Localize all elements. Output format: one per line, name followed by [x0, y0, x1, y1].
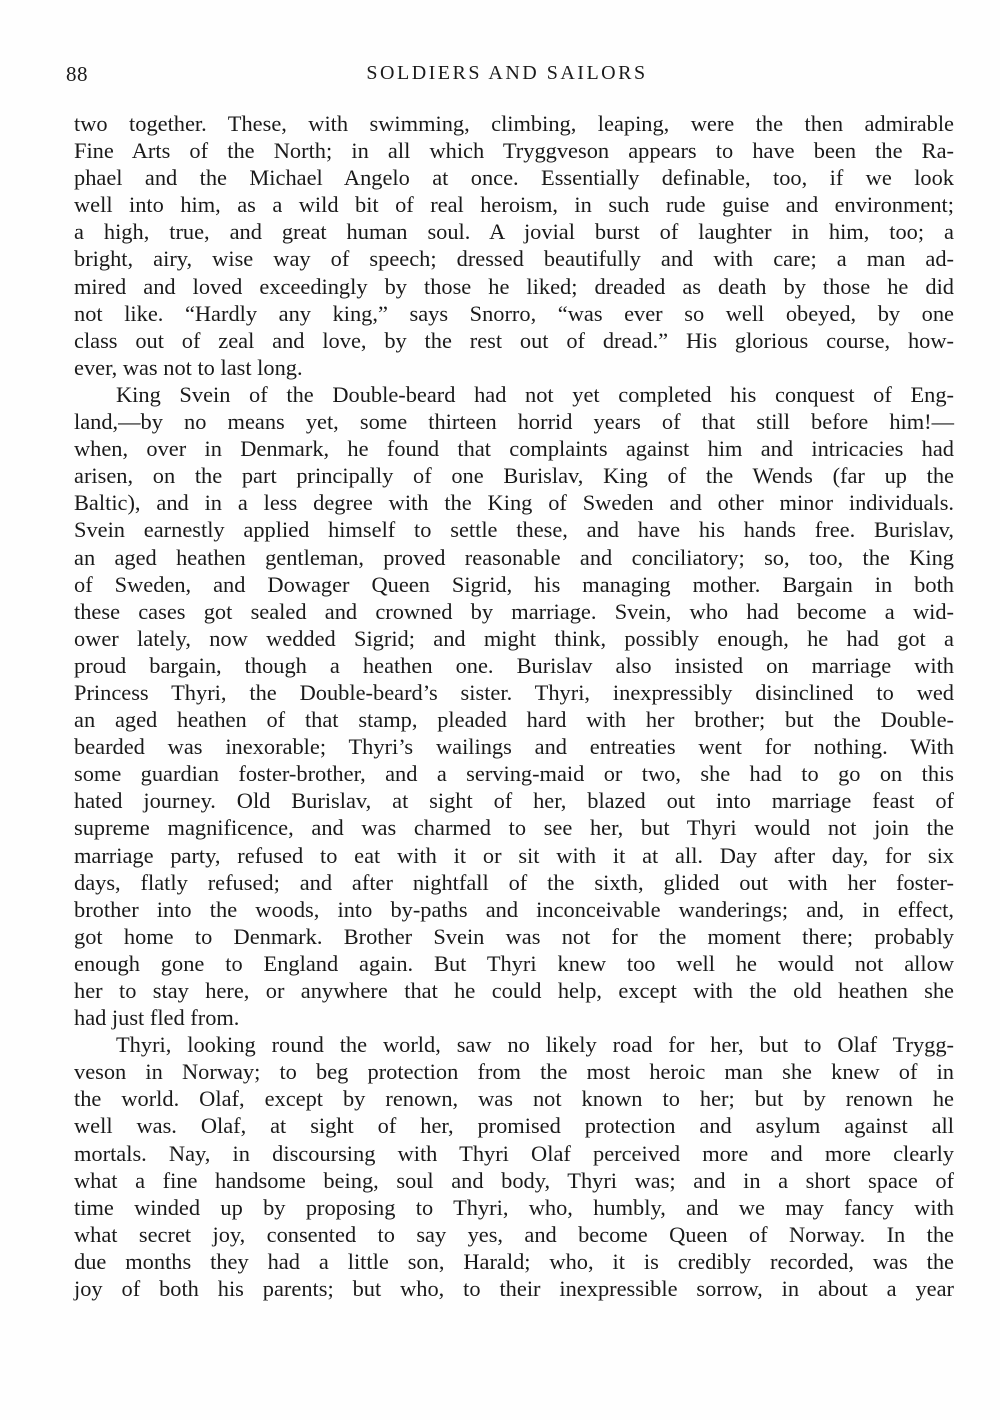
- text-line: King Svein of the Double-beard had not yet completed his conquest of Eng-: [116, 381, 954, 407]
- text-line: hated journey. Old Burislav, at sight of her, blazed out into marriage feast of: [74, 788, 954, 814]
- text-line: bright, airy, wise way of speech; dressed beautifully and with care; a man ad-: [74, 246, 954, 272]
- text-line: Svein earnestly applied himself to settle these, and have his hands free. Burislav,: [74, 517, 954, 543]
- text-line: what a fine handsome being, soul and body, Thyri was; and in a short space of: [74, 1167, 954, 1193]
- text-line: mired and loved exceedingly by those he liked; dreaded as death by those he did: [74, 273, 954, 299]
- text-line: when, over in Denmark, he found that complaints against him and intricacies had: [74, 436, 954, 462]
- text-line: of Sweden, and Dowager Queen Sigrid, his managing mother. Bargain in both: [74, 571, 954, 597]
- text-line: ever, was not to last long.: [74, 354, 303, 380]
- running-title: SOLDIERS AND SAILORS: [366, 62, 648, 84]
- text-line: time winded up by proposing to Thyri, who, humbly, and we may fancy with: [74, 1194, 954, 1220]
- text-line: well into him, as a wild bit of real heroism, in such rude guise and environment;: [74, 192, 954, 218]
- text-line: land,—by no means yet, some thirteen horrid years of that still before him!—: [74, 409, 954, 435]
- text-line: well was. Olaf, at sight of her, promised protection and asylum against all: [74, 1113, 954, 1139]
- text-line: days, flatly refused; and after nightfall of the sixth, glided out with her foster-: [74, 869, 954, 895]
- paragraph-2: [74, 381, 954, 1031]
- text-line: got home to Denmark. Brother Svein was not for the moment there; probably: [74, 923, 954, 949]
- text-line: phael and the Michael Angelo at once. Essentially definable, too, if we look: [74, 165, 954, 191]
- text-line: her to stay here, or anywhere that he could help, except with the old heathen she: [74, 978, 954, 1003]
- text-line: bearded was inexorable; Thyri’s wailings and entreaties went for nothing. With: [74, 734, 954, 760]
- text-line: supreme magnificence, and was charmed to see her, but Thyri would not join the: [74, 815, 954, 841]
- text-line: Fine Arts of the North; in all which Tryggveson appears to have been the Ra-: [74, 138, 954, 164]
- paragraph-1: [74, 110, 954, 381]
- text-line: these cases got sealed and crowned by marriage. Svein, who had become a wid-: [74, 598, 954, 624]
- text-line: not like. “Hardly any king,” says Snorro, “was ever so well obeyed, by one: [74, 300, 954, 326]
- text-line: an aged heathen of that stamp, pleaded hard with her brother; but the Double-: [74, 707, 954, 733]
- text-line: veson in Norway; to beg protection from the most heroic man she knew of in: [74, 1059, 954, 1085]
- body-text: [74, 110, 954, 1302]
- text-line: enough gone to England again. But Thyri knew too well he would not allow: [74, 950, 954, 976]
- text-line: Baltic), and in a less degree with the King of Sweden and other minor individuals.: [74, 490, 954, 516]
- text-line: brother into the woods, into by-paths and inconceivable wanderings; and, in effect,: [74, 896, 954, 922]
- text-line: joy of both his parents; but who, to their inexpressible sorrow, in about a year: [74, 1276, 954, 1302]
- text-line: the world. Olaf, except by renown, was not known to her; but by renown he: [74, 1086, 954, 1112]
- text-line: two together. These, with swimming, climbing, leaping, were the then admirable: [74, 111, 954, 136]
- text-line: ower lately, now wedded Sigrid; and might think, possibly enough, he had got a: [74, 625, 954, 651]
- text-line: class out of zeal and love, by the rest out of dread.” His glorious course, how-: [74, 327, 954, 353]
- text-line: some guardian foster-brother, and a serving-maid or two, she had to go on this: [74, 761, 954, 787]
- text-line: had just fled from.: [74, 1005, 240, 1031]
- text-line: marriage party, refused to eat with it or sit with it at all. Day after day, for six: [74, 842, 954, 868]
- text-line: arisen, on the part principally of one Burislav, King of the Wends (far up the: [74, 463, 954, 489]
- text-line: Thyri, looking round the world, saw no likely road for her, but to Olaf Trygg-: [116, 1032, 954, 1058]
- text-line: what secret joy, consented to say yes, and become Queen of Norway. In the: [74, 1221, 954, 1247]
- text-line: Princess Thyri, the Double-beard’s sister. Thyri, inexpressibly disinclined to wed: [74, 679, 954, 705]
- text-line: due months they had a little son, Harald; who, it is credibly recorded, was the: [74, 1248, 954, 1274]
- page-number: 88: [66, 62, 88, 86]
- text-line: proud bargain, though a heathen one. Burislav also insisted on marriage with: [74, 652, 954, 678]
- paragraph-3: [74, 1031, 954, 1302]
- text-line: a high, true, and great human soul. A jovial burst of laughter in him, too; a: [74, 219, 954, 245]
- text-line: an aged heathen gentleman, proved reasonable and conciliatory; so, too, the King: [74, 544, 954, 570]
- running-head: [66, 62, 944, 92]
- text-line: mortals. Nay, in discoursing with Thyri Olaf perceived more and more clearly: [74, 1140, 954, 1166]
